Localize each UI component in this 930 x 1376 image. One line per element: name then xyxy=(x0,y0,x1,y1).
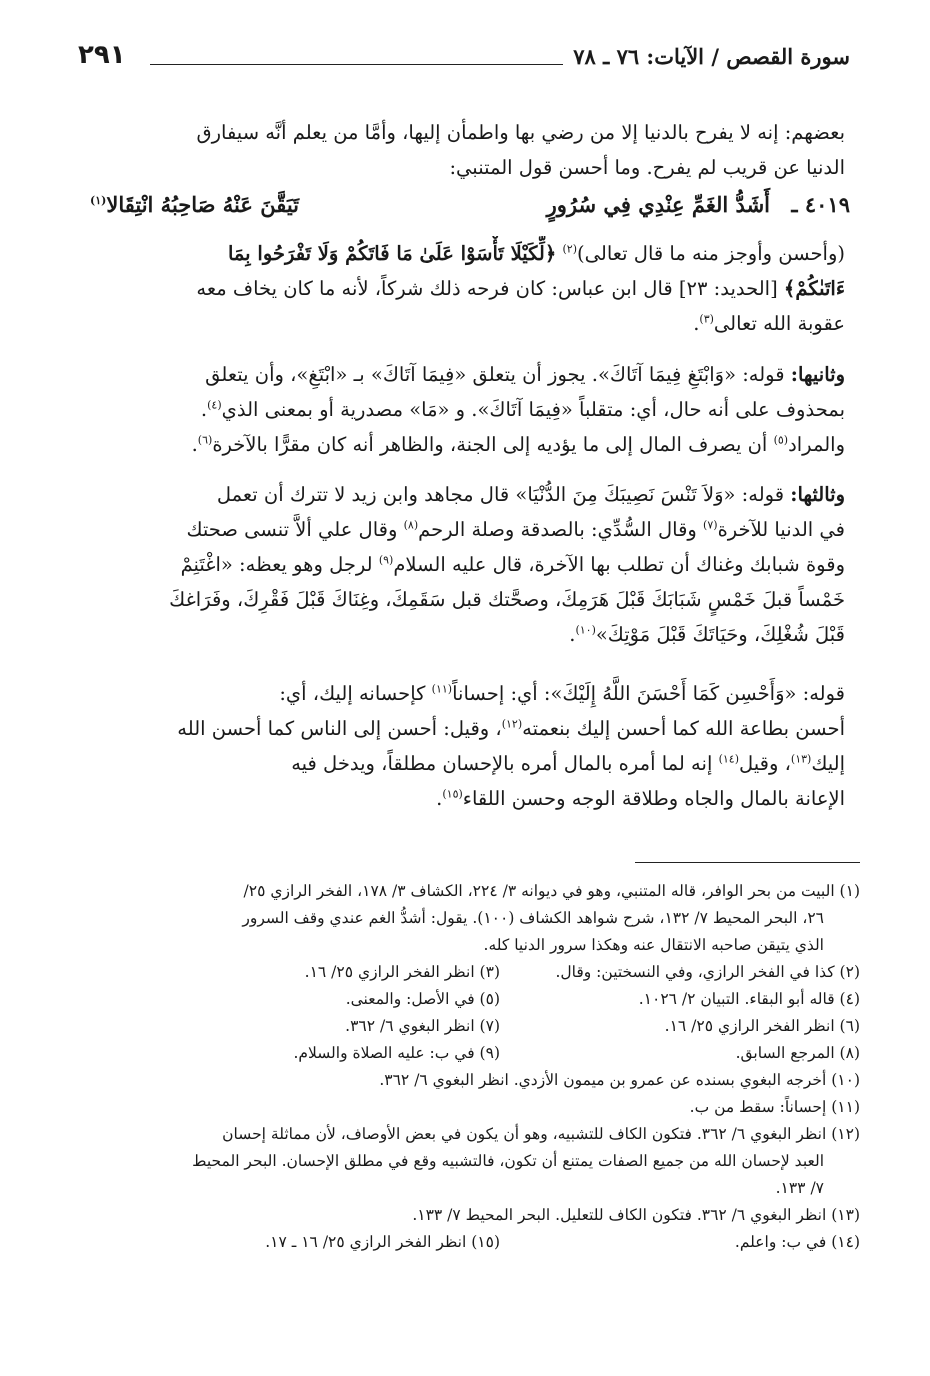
paragraph-second xyxy=(85,357,845,462)
footnote-ref: (٢) xyxy=(562,242,578,256)
footnote-ref: (٣) xyxy=(699,312,714,326)
footnote-ref: (١٢) xyxy=(501,717,523,731)
section-lead: وثانيها: xyxy=(790,363,845,386)
poetry-verse xyxy=(80,192,850,232)
footnote-row xyxy=(78,1013,860,1040)
text-line: بعضهم: إنه لا يفرح بالدنيا إلا من رضي بها واطمأن إليها، وأمَّا من يعلم أنَّه سيفارق xyxy=(196,121,845,144)
footnote-rule xyxy=(635,862,860,863)
footnote-1: (١) البيت من بحر الوافر، قاله المتنبي، وهو في ديوانه ٣/ ٢٢٤، الكشاف ٣/ ١٧٨، الفخر الرازي ٢٥/ ٢٦، البحر المحيط ٧/ ١٣٢، شرح شواهد الكشاف (١٠٠). يقول: أشدُّ الغم عندي وقف السرور الذي يتيقن صاحبه الانتقال عنه وهكذا سرور الدنيا كله. xyxy=(242,882,860,954)
footnote-ref: (١٤) xyxy=(718,752,739,766)
text-line: وثانيها: قوله: «وَابْتَغِ فِيمَا آتَاكَ». يجوز أن يتعلق «فِيمَا آتَاكَ» بـ «ابْتَغِ»، وأن يتعلق xyxy=(205,363,845,386)
footnote-14: (١٤) في ب: واعلم. xyxy=(734,1233,860,1251)
footnote-4: (٤) قاله أبو البقاء. التبيان ٢/ ١٠٢٦. xyxy=(638,990,860,1008)
footnote-ref: (٩) xyxy=(378,553,394,567)
footnote-row xyxy=(78,986,860,1013)
footnote-8: (٨) المرجع السابق. xyxy=(735,1044,860,1062)
text-line: أحسن بطاعة الله كما أحسن إليك بنعمته$^{(١٢)}$، وقيل: أحسن إلى الناس كما أحسن الله xyxy=(177,717,845,740)
text-line: قَبْلَ شُغْلِكَ، وحَيَاتَكَ قَبْلَ مَوْتِكَ»$^{(١٠)}$. xyxy=(569,623,845,646)
footnote-12: (١٢) انظر البغوي ٦/ ٣٦٢. فتكون الكاف للتشبيه، وهو أن يكون في بعض الأوصاف، لأن مماثلة إحسان العبد لإحسان الله من جميع الصفات يمتنع أن تكون، فالتشبيه وقع في مطلق الإحسان. البحر المحيط ٧/ ١٣٣. xyxy=(192,1125,860,1197)
paragraph-intro xyxy=(85,115,845,185)
text-line: الإعانة بالمال والجاه وطلاقة الوجه وحسن اللقاء$^{(١٥)}$. xyxy=(436,787,845,810)
footnote-ref: (٧) xyxy=(703,518,718,532)
footnote-11: (١١) إحساناً: سقط من ب. xyxy=(689,1098,860,1116)
footnote-ref: (٦) xyxy=(197,433,213,447)
footnote-ref: (٨) xyxy=(403,518,419,532)
footnote-3: (٣) انظر الفخر الرازي ٢٥/ ١٦. xyxy=(304,963,500,981)
footnote-ref: (١٣) xyxy=(790,752,812,766)
text-line: الدنيا عن قريب لم يفرح. وما أحسن قول المتنبي: xyxy=(449,156,845,179)
text-line: قوله: «وَأَحْسِن كَمَا أَحْسَنَ اللَّهُ إِلَيْكَ»: أي: إحساناً$^{(١١)}$ كإحسانه إليك، أي: xyxy=(279,682,845,705)
footnote-ref: (١٥) xyxy=(442,787,463,801)
footnote-9: (٩) في ب: عليه الصلاة والسلام. xyxy=(293,1044,500,1062)
paragraph-ihsan xyxy=(85,676,845,816)
footnote-2: (٢) كذا في الفخر الرازي، وفي النسختين: وقال. xyxy=(555,963,860,981)
text-line: إليك$^{(١٣)}$، وقيل$^{(١٤)}$ إنه لما أمره بالمال أمره بالإحسان مطلقاً، ويدخل فيه xyxy=(291,752,845,775)
footnote-5: (٥) في الأصل: والمعنى. xyxy=(345,990,500,1008)
footnote-row xyxy=(78,1040,860,1067)
footnote-6: (٦) انظر الفخر الرازي ٢٥/ ١٦. xyxy=(664,1017,860,1035)
text-line: ءَاتَىٰكُمْ﴾ [الحديد: ٢٣] قال ابن عباس: كان فرحه ذلك شركاً، لأنه ما كان يخاف معه xyxy=(196,277,845,300)
text-line: في الدنيا للآخرة$^{(٧)}$ وقال السُّدِّي: بالصدقة وصلة الرحم$^{(٨)}$ وقال علي ألاَّ تنسى صحتك xyxy=(186,518,845,541)
section-lead: وثالثها: xyxy=(790,483,845,506)
text-line: (وأحسن وأوجز منه ما قال تعالى)$^{(٢)}$ ﴿لِّكَيْلَا تَأْسَوْا عَلَىٰ مَا فَاتَكُمْ وَلَا تَفْرَحُوا بِمَا xyxy=(227,242,845,265)
text-line: وثالثها: قوله: «وَلاَ تَنْسَ نَصِيبَكَ مِنَ الدُّنْيَا» قال مجاهد وابن زيد لا تترك أن تعمل xyxy=(216,483,845,506)
footnotes xyxy=(78,878,860,1256)
footnote-10: (١٠) أخرجه البغوي بسنده عن عمرو بن ميمون الأزدي. انظر البغوي ٦/ ٣٦٢. xyxy=(379,1071,860,1089)
text-line: والمراد$^{(٥)}$ أن يصرف المال إلى ما يؤديه إلى الجنة، والظاهر أنه كان مقرًّا بالآخرة$^{(٦)}$. xyxy=(191,433,845,456)
paragraph-third xyxy=(85,477,845,652)
quran-quote: ﴿لِّكَيْلَا تَأْسَوْا عَلَىٰ مَا فَاتَكُمْ وَلَا تَفْرَحُوا بِمَا xyxy=(227,242,557,265)
verse-first-hemistich: أَشَدُّ الغَمِّ عِنْدِي فِي سُرُورٍ xyxy=(546,192,770,217)
footnote-7: (٧) انظر البغوي ٦/ ٣٦٢. xyxy=(345,1017,500,1035)
running-title: سورة القصص / الآيات: ٧٦ ـ ٧٨ xyxy=(563,44,850,69)
footnote-ref: (١٠) xyxy=(575,623,596,637)
footnote-row xyxy=(78,959,860,986)
text-line: وقوة شبابك وغناك أن تطلب بها الآخرة، قال عليه السلام$^{(٩)}$ لرجل وهو يعظه: «اغْتَنِمْ xyxy=(180,553,845,576)
footnote-13: (١٣) انظر البغوي ٦/ ٣٦٢. فتكون الكاف للتعليل. البحر المحيط ٧/ ١٣٣. xyxy=(412,1206,860,1224)
footnote-ref: (١) xyxy=(90,194,107,207)
text-line: عقوبة الله تعالى$^{(٣)}$. xyxy=(693,312,845,335)
footnote-ref: (١١) xyxy=(431,682,453,696)
text-line: بمحذوف على أنه حال، أي: متقلباً «فِيمَا آتَاكَ». و «مَا» مصدرية أو بمعنى الذي$^{(٤)}$. xyxy=(200,398,845,421)
quran-quote: ءَاتَىٰكُمْ﴾ xyxy=(783,277,845,300)
verse-second-hemistich: تَيَقَّنَ عَنْهُ صَاحِبُهُ انْتِقَالا$^{(١)}$ xyxy=(90,192,300,217)
text-line: خَمْساً قبلَ خَمْسٍ شَبَابَكَ قَبْلَ هَرَمِكَ، وصحَّتك قبل سَقَمِكَ، وغِنَاكَ قَبْلَ فَقْرِكَ، وفَرَاغكَ xyxy=(169,588,845,611)
verse-number: ٤٠١٩ ـ xyxy=(791,192,850,217)
footnote-ref: (٤) xyxy=(207,398,222,412)
paragraph-quran xyxy=(85,236,845,341)
footnote-15: (١٥) انظر الفخر الرازي ٢٥/ ١٦ ـ ١٧. xyxy=(265,1233,500,1251)
footnote-ref: (٥) xyxy=(773,433,789,447)
footnote-row xyxy=(78,1229,860,1256)
page-number: ٢٩١ xyxy=(78,40,126,70)
